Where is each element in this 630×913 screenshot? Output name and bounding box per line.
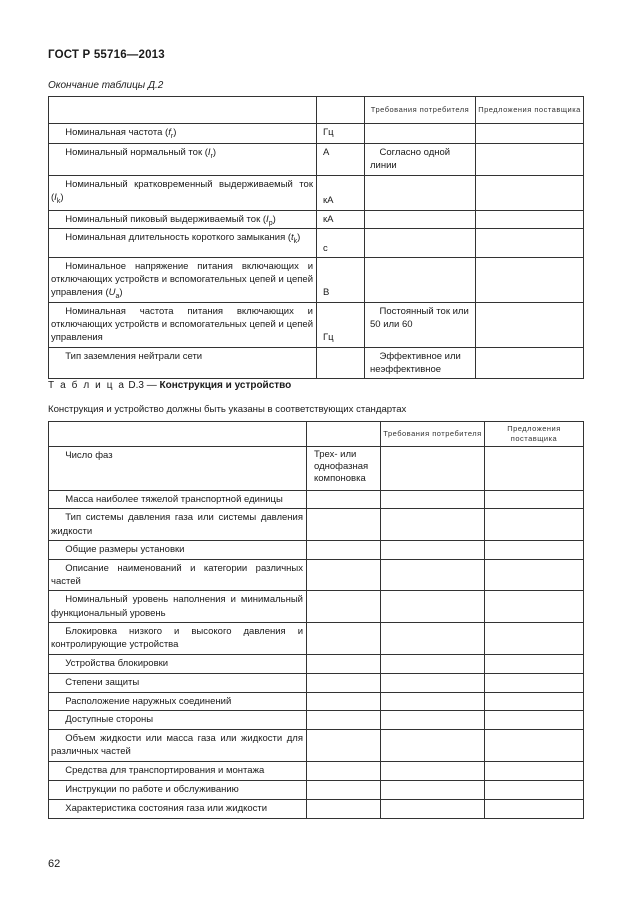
table-d3-row	[49, 447, 584, 491]
table-d2-parameter: Номинальный пиковый выдерживаемый ток $(I_p)$	[49, 210, 317, 228]
table-d3-header-requirements: Требования потребителя	[381, 422, 485, 447]
table-d2-row	[49, 302, 584, 347]
table-d2-unit: А	[317, 144, 365, 176]
table-d2-header-param	[49, 97, 317, 124]
table-d3-parameter: Число фаз	[49, 447, 307, 491]
table-d2-row	[49, 144, 584, 176]
table-d2-header-row	[49, 97, 584, 124]
table-d3-parameter: Номинальный уровень наполнения и минимальный функциональный уровень	[49, 591, 307, 623]
table-d3-requirement	[381, 540, 485, 559]
table-d3-caption-label: Т а б л и ц а	[48, 380, 126, 391]
table-d3-unit	[307, 710, 381, 729]
table-d3-unit	[307, 540, 381, 559]
table-d3-caption-number: D.3	[128, 380, 144, 391]
table-d2-proposal	[476, 347, 584, 379]
table-d3-parameter: Тип системы давления газа или системы давления жидкости	[49, 509, 307, 541]
table-d3-row	[49, 654, 584, 673]
table-d3-row	[49, 559, 584, 591]
table-d3-proposal	[485, 780, 584, 799]
table-d2-proposal	[476, 210, 584, 228]
table-d3-proposal	[485, 799, 584, 818]
table-d3-caption: Т а б л и ц а D.3 — Конструкция и устройство	[48, 380, 292, 391]
table-d3-row	[49, 540, 584, 559]
table-d2-parameter: Номинальная частота $(f_r)$	[49, 124, 317, 144]
table-d3-row	[49, 623, 584, 655]
table-d3-unit	[307, 491, 381, 509]
table-d3-header-proposals: Предложения поставщика	[485, 422, 584, 447]
table-d2-requirement: Эффективное или неэффективное	[365, 347, 476, 379]
table-d2-proposal	[476, 144, 584, 176]
table-d2-requirement: Согласно одной линии	[365, 144, 476, 176]
table-d3-caption-title: Конструкция и устройство	[159, 380, 292, 391]
table-d3-unit	[307, 509, 381, 541]
table-d3-header-unit	[307, 422, 381, 447]
table-d3-unit	[307, 761, 381, 780]
table-d3-unit: Трех- или однофазная компоновка	[307, 447, 381, 491]
table-d3-requirement	[381, 799, 485, 818]
table-d3-requirement	[381, 447, 485, 491]
table-d3-unit	[307, 729, 381, 761]
table-d3-requirement	[381, 761, 485, 780]
table-d2-proposal	[476, 228, 584, 257]
table-d2-unit: кА	[317, 175, 365, 210]
page-number: 62	[48, 858, 61, 870]
table-d3-row	[49, 673, 584, 692]
table-d2-requirement	[365, 124, 476, 144]
table-d3-row	[49, 692, 584, 710]
table-d2-header-proposals: Предложения поставщика	[476, 97, 584, 124]
table-d3-proposal	[485, 729, 584, 761]
table-d3	[48, 421, 584, 819]
table-d3-parameter: Характеристика состояния газа или жидкости	[49, 799, 307, 818]
table-d2-proposal	[476, 124, 584, 144]
table-d3-parameter: Объем жидкости или масса газа или жидкости для различных частей	[49, 729, 307, 761]
table-d3-requirement	[381, 623, 485, 655]
table-d3-parameter: Описание наименований и категории различных частей	[49, 559, 307, 591]
table-d3-requirement	[381, 654, 485, 673]
table-d3-row	[49, 509, 584, 541]
table-d3-row	[49, 780, 584, 799]
table-d3-row	[49, 729, 584, 761]
table-d3-proposal	[485, 559, 584, 591]
table-d3-parameter: Расположение наружных соединений	[49, 692, 307, 710]
table-d3-row	[49, 491, 584, 509]
table-d3-requirement	[381, 491, 485, 509]
table-d3-unit	[307, 623, 381, 655]
table-d3-requirement	[381, 780, 485, 799]
table-d3-proposal	[485, 491, 584, 509]
table-d2-proposal	[476, 257, 584, 302]
table-d3-requirement	[381, 710, 485, 729]
table-d2-parameter: Номинальный нормальный ток $(I_r)$	[49, 144, 317, 176]
table-d2-unit: Гц	[317, 302, 365, 347]
table-d3-parameter: Степени защиты	[49, 673, 307, 692]
table-d2-row	[49, 257, 584, 302]
table-d2-unit: кА	[317, 210, 365, 228]
table-d2-row	[49, 124, 584, 144]
table-d3-parameter: Блокировка низкого и высокого давления и контролирующие устройства	[49, 623, 307, 655]
table-d3-unit	[307, 654, 381, 673]
table-d3-parameter: Устройства блокировки	[49, 654, 307, 673]
table-d3-unit	[307, 559, 381, 591]
table-d3-proposal	[485, 692, 584, 710]
table-d3-unit	[307, 673, 381, 692]
table-d3-parameter: Инструкции по работе и обслуживанию	[49, 780, 307, 799]
table-d3-unit	[307, 692, 381, 710]
table-d3-parameter: Масса наиболее тяжелой транспортной единицы	[49, 491, 307, 509]
table-d3-proposal	[485, 447, 584, 491]
table-d3-requirement	[381, 692, 485, 710]
table-d2-row	[49, 210, 584, 228]
table-d2-header-requirements: Требования потребителя	[365, 97, 476, 124]
table-d2-row	[49, 347, 584, 379]
table-d3-row	[49, 799, 584, 818]
table-d3-proposal	[485, 540, 584, 559]
table-d3-parameter: Общие размеры установки	[49, 540, 307, 559]
table-d3-requirement	[381, 509, 485, 541]
table-d3-row	[49, 710, 584, 729]
table-d3-header-row	[49, 422, 584, 447]
table-d2-row	[49, 228, 584, 257]
table-d2	[48, 96, 584, 379]
table-d2-proposal	[476, 302, 584, 347]
table-d2-parameter: Номинальный кратковременный выдерживаемый ток $(I_k)$	[49, 175, 317, 210]
table-d2-parameter: Номинальная частота питания включающих и отключающих устройств и вспомогательных цепей и цепей управления	[49, 302, 317, 347]
table-d2-requirement: Постоянный ток или 50 или 60	[365, 302, 476, 347]
table-d3-requirement	[381, 559, 485, 591]
table-d3-header-param	[49, 422, 307, 447]
table-d2-unit	[317, 347, 365, 379]
table-d2-requirement	[365, 257, 476, 302]
table-d2-unit: В	[317, 257, 365, 302]
table-d2-parameter: Номинальное напряжение питания включающих и отключающих устройств и вспомогательных цепей и цепей управления $(U_a)$	[49, 257, 317, 302]
table-d2-header-unit	[317, 97, 365, 124]
table-d2-requirement	[365, 175, 476, 210]
table-d3-row	[49, 761, 584, 780]
table-d2-requirement	[365, 210, 476, 228]
table-d3-requirement	[381, 673, 485, 692]
table-d3-proposal	[485, 591, 584, 623]
table-d3-proposal	[485, 509, 584, 541]
table-d2-requirement	[365, 228, 476, 257]
table-d3-intro: Конструкция и устройство должны быть указаны в соответствующих стандартах	[48, 404, 407, 415]
table-d3-proposal	[485, 761, 584, 780]
table-d2-unit: Гц	[317, 124, 365, 144]
table-d3-proposal	[485, 710, 584, 729]
table-d3-parameter: Средства для транспортирования и монтажа	[49, 761, 307, 780]
table-d3-parameter: Доступные стороны	[49, 710, 307, 729]
table-d3-proposal	[485, 673, 584, 692]
table-d3-unit	[307, 591, 381, 623]
table-d2-row	[49, 175, 584, 210]
table-d3-proposal	[485, 623, 584, 655]
table-d2-proposal	[476, 175, 584, 210]
table-d3-requirement	[381, 729, 485, 761]
table-d3-proposal	[485, 654, 584, 673]
table-d2-unit: с	[317, 228, 365, 257]
table-d2-parameter: Тип заземления нейтрали сети	[49, 347, 317, 379]
document-header: ГОСТ Р 55716—2013	[48, 49, 165, 61]
table-d2-caption: Окончание таблицы Д.2	[48, 80, 164, 91]
table-d3-requirement	[381, 591, 485, 623]
table-d3-row	[49, 591, 584, 623]
table-d3-unit	[307, 780, 381, 799]
table-d3-unit	[307, 799, 381, 818]
table-d2-parameter: Номинальная длительность короткого замыкания $(t_k)$	[49, 228, 317, 257]
